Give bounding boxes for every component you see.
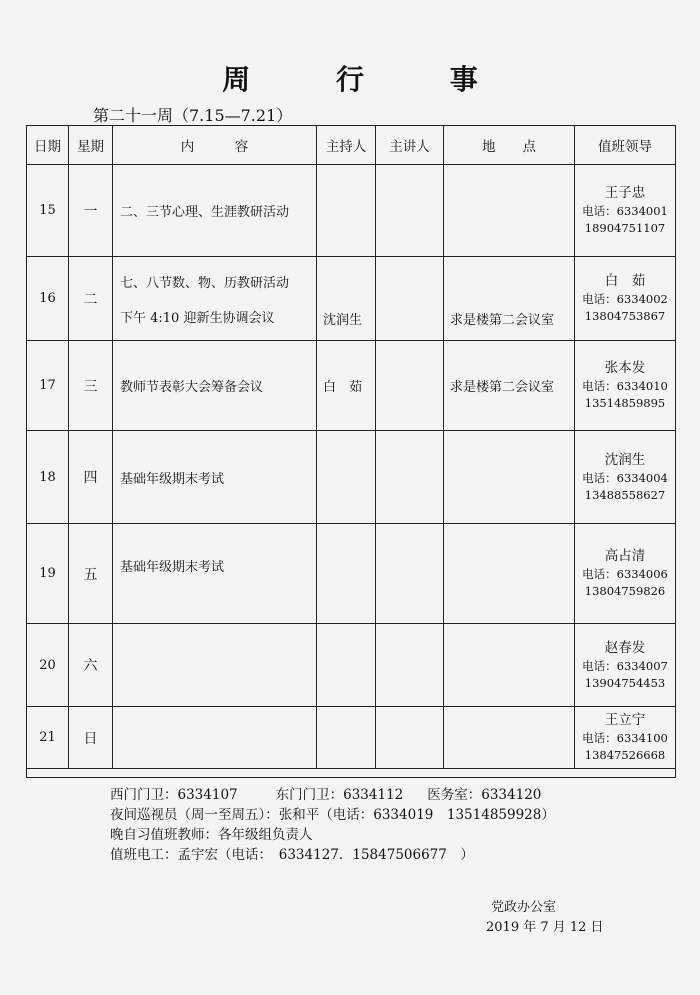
place-cell: [444, 165, 575, 257]
content-cell: [113, 431, 317, 524]
header-host: 主持人: [317, 126, 376, 165]
speaker-cell: [376, 257, 444, 341]
duty-leader-mobile: 13488558627: [584, 487, 666, 502]
speaker-cell: [376, 624, 444, 707]
host-cell: [317, 707, 376, 769]
table-row: [27, 165, 676, 257]
duty-leader-mobile: 18904751107: [584, 221, 666, 235]
duty-leader-name: 王子忠: [604, 185, 646, 201]
footer-contacts: [110, 785, 555, 865]
host-cell: [317, 257, 376, 341]
table-row: [27, 707, 676, 769]
table-row: [27, 341, 676, 431]
place-text: 求是楼第二会议室: [450, 313, 555, 328]
day-cell: 六: [69, 624, 113, 707]
header-day: 星期: [69, 126, 113, 165]
duty-cell: [575, 707, 676, 769]
host-cell: 白 茹: [317, 341, 376, 431]
clinic-phone: 医务室：6334120: [427, 787, 542, 803]
duty-leader-phone: 电话：6334001: [582, 204, 668, 218]
speaker-cell: [376, 341, 444, 431]
place-cell: [444, 624, 575, 707]
west-gate-phone: 西门门卫：6334107: [110, 787, 238, 803]
host-cell: [317, 524, 376, 624]
host-cell: [317, 165, 376, 257]
duty-leader-name: 张本发: [604, 360, 646, 376]
host-cell: [317, 624, 376, 707]
content-cell: [113, 257, 317, 341]
duty-leader-mobile: 13904754453: [584, 675, 666, 690]
page-title: 周 行 事: [222, 63, 516, 96]
day-cell: 四: [69, 431, 113, 524]
duty-leader-phone: 电话：6334006: [582, 567, 668, 581]
place-cell: [444, 257, 575, 341]
content-line: 基础年级期末考试: [120, 560, 225, 575]
host-cell: [317, 431, 376, 524]
header-content: 内 容: [113, 126, 317, 165]
duty-cell: [575, 341, 676, 431]
content-cell: [113, 707, 317, 769]
speaker-cell: [376, 707, 444, 769]
place-cell: 求是楼第二会议室: [444, 341, 575, 431]
table-row: [27, 624, 676, 707]
duty-leader-phone: 电话：6334010: [582, 379, 668, 393]
day-cell: 三: [69, 341, 113, 431]
spacer-cell: [27, 769, 676, 778]
content-cell: [113, 524, 317, 624]
duty-cell: [575, 165, 676, 257]
place-cell: [444, 431, 575, 524]
table-row: [27, 257, 676, 341]
duty-leader-mobile: 13804759826: [584, 584, 666, 598]
content-line: 基础年级期末考试: [120, 471, 225, 487]
content-cell: [113, 341, 317, 431]
duty-leader-phone: 电话：6334007: [582, 658, 668, 673]
date-cell: 15: [27, 165, 69, 257]
night-patrol: 夜间巡视员（周一至周五）：张和平（电话：6334019 13514859928）: [110, 807, 555, 823]
evening-study-duty: 晚自习值班教师：各年级组负责人: [110, 827, 313, 843]
duty-cell: [575, 431, 676, 524]
week-label: 第二十一周（7.15—7.21）: [93, 106, 293, 125]
duty-leader-phone: 电话：6334100: [582, 731, 668, 745]
schedule-table: [26, 125, 676, 778]
duty-leader-mobile: 13847526668: [584, 748, 666, 762]
east-gate-phone: 东门门卫：6334112: [275, 787, 404, 803]
host-name: 沈润生: [323, 313, 363, 328]
day-cell: 一: [69, 165, 113, 257]
duty-leader-name: 白 茹: [604, 273, 646, 289]
header-place: 地 点: [444, 126, 575, 165]
signature-block: [486, 898, 604, 938]
electrician-duty: 值班电工：孟宇宏（电话： 6334127．15847506677 ）: [110, 847, 474, 863]
header-speaker: 主讲人: [376, 126, 444, 165]
content-line: 七、八节数、物、历教研活动: [120, 275, 290, 291]
content-cell: [113, 624, 317, 707]
duty-cell: [575, 257, 676, 341]
table-row: [27, 431, 676, 524]
gate-phones: [110, 785, 555, 805]
content-line: 教师节表彰大会筹备会议: [120, 380, 264, 395]
duty-leader-phone: 电话：6334002: [582, 292, 668, 306]
day-cell: 五: [69, 524, 113, 624]
date-cell: 20: [27, 624, 69, 707]
duty-cell: [575, 524, 676, 624]
day-cell: 日: [69, 707, 113, 769]
content-cell: [113, 165, 317, 257]
table-header-row: [27, 126, 676, 165]
date-cell: 17: [27, 341, 69, 431]
duty-leader-mobile: 13804753867: [584, 309, 666, 323]
table-bottom-spacer: [27, 769, 676, 778]
date-cell: 21: [27, 707, 69, 769]
duty-leader-name: 王立宁: [604, 712, 646, 728]
date-cell: 19: [27, 524, 69, 624]
date-cell: 18: [27, 431, 69, 524]
speaker-cell: [376, 165, 444, 257]
duty-leader-name: 高占清: [604, 548, 646, 564]
duty-leader-name: 赵春发: [604, 639, 646, 656]
duty-cell: [575, 624, 676, 707]
content-line: 二、三节心理、生涯教研活动: [120, 205, 290, 220]
day-cell: 二: [69, 257, 113, 341]
duty-leader-mobile: 13514859895: [584, 396, 666, 410]
header-duty: 值班领导: [575, 126, 676, 165]
issue-date: 2019 年 7 月 12 日: [486, 920, 604, 935]
speaker-cell: [376, 524, 444, 624]
place-cell: [444, 524, 575, 624]
content-line: 下午 4:10 迎新生协调会议: [120, 310, 275, 326]
duty-leader-name: 沈润生: [604, 451, 646, 468]
issuing-office: 党政办公室: [491, 900, 557, 915]
header-date: 日期: [27, 126, 69, 165]
date-cell: 16: [27, 257, 69, 341]
place-cell: [444, 707, 575, 769]
duty-leader-phone: 电话：6334004: [582, 470, 668, 485]
table-row: [27, 524, 676, 624]
speaker-cell: [376, 431, 444, 524]
